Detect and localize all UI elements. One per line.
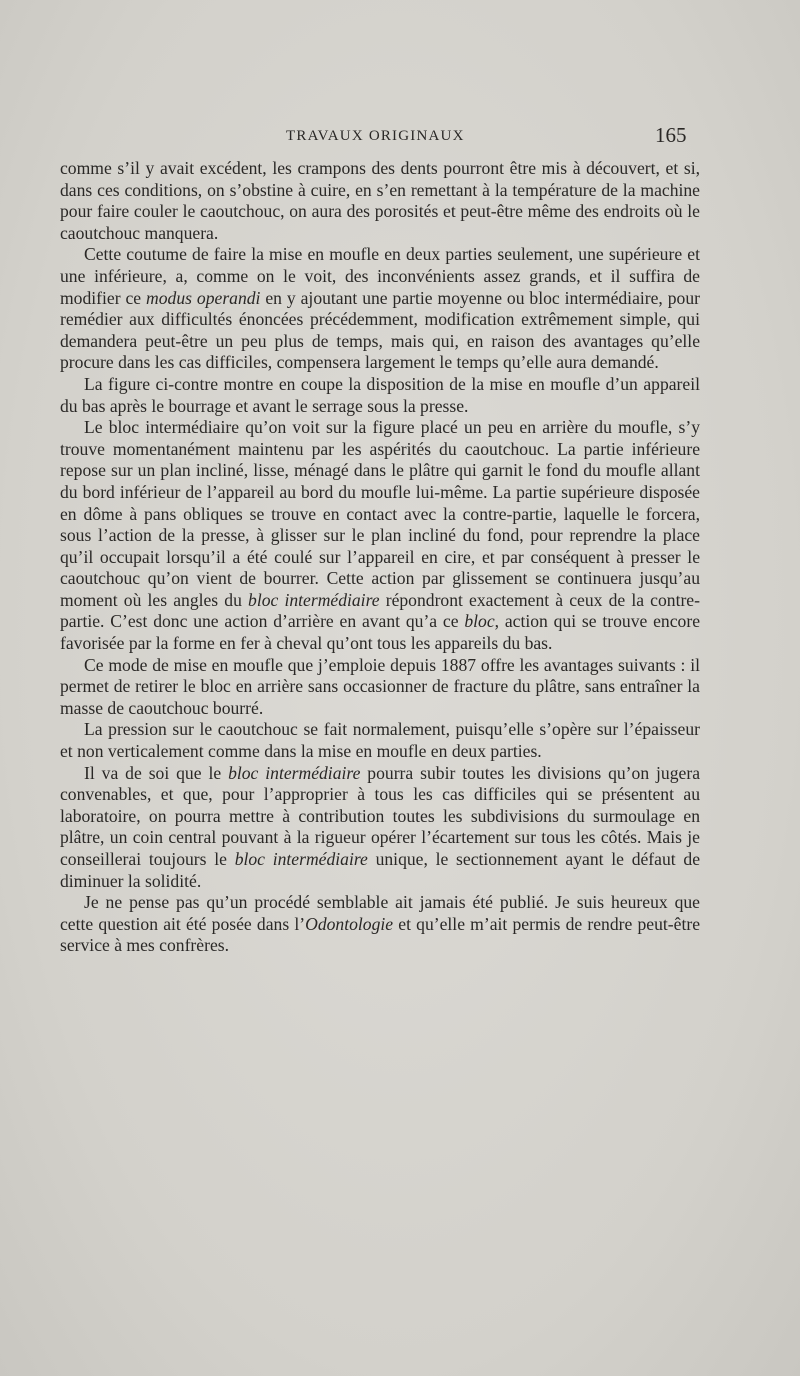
paragraph-6: La pression sur le caoutchouc se fait normalement, puisqu’elle s’opère sur l’épaisseur et non verticalement comme dans la mise en moufle en deux parties.	[60, 719, 700, 762]
page-number: 165	[655, 123, 687, 147]
paragraph-5: Ce mode de mise en moufle que j’emploie depuis 1887 offre les avantages suivants : il permet de retirer le bloc en arrière sans occasionner de fracture du plâtre, sans entraîner la masse de caoutchouc bourré.	[60, 654, 700, 718]
paragraph-7: Il va de soi que le bloc intermédiaire pourra subir toutes les divisions qu’on jugera convenables, et que, pour l’approprier à tous les cas difficiles qui se présentent au laboratoire, on pourra mettre à contribution toutes les subdivisions du surmoulage en plâtre, un coin central pouvant à la rigueur opérer l’écartement sur tous les côtés. Mais je conseillerai toujours le bloc intermédiaire unique, le sectionnement ayant le défaut de diminuer la solidité.	[60, 762, 700, 891]
paragraph-1: comme s’il y avait excédent, les crampons des dents pourront être mis à découvert, et si, dans ces conditions, on s’obstine à cuire, en s’en remettant à la température de la machine pour faire couler le caoutchouc, on aura des porosités et peut-être même des endroits où le caoutchouc manquera.	[60, 158, 700, 243]
running-title: TRAVAUX ORIGINAUX	[286, 128, 465, 144]
paragraph-8: Je ne pense pas qu’un procédé semblable ait jamais été publié. Je suis heureux que cette question ait été posée dans l’Odontologie et qu’elle m’ait permis de rendre peut-être service à mes confrères.	[60, 892, 701, 956]
paragraph-3: La figure ci-contre montre en coupe la disposition de la mise en moufle d’un appareil du bas après le bourrage et avant le serrage sous la presse.	[60, 373, 700, 416]
page-header	[0, 123, 800, 152]
body-text	[60, 158, 700, 957]
paragraph-2: Cette coutume de faire la mise en moufle en deux parties seulement, une supérieure et une inférieure, a, comme on le voit, des inconvénients assez grands, et il suffira de modifier ce modus operandi en y ajoutant une partie moyenne ou bloc intermédiaire, pour remédier aux difficultés énoncées précédemment, modification extrêmement simple, qui demandera peut-être un peu plus de temps, mais qui, en raison des avantages qu’elle procure dans les cas difficiles, compensera largement le temps qu’elle aura demandé.	[60, 244, 701, 373]
paragraph-4: Le bloc intermédiaire qu’on voit sur la figure placé un peu en arrière du moufle, s’y trouve momentanément maintenu par les aspérités du caoutchouc. La partie inférieure repose sur un plan incliné, lisse, ménagé dans le plâtre qui garnit le fond du moufle allant du bord inférieur de l’appareil au bord du moufle lui-même. La partie supérieure disposée en dôme à pans obliques se trouve en contact avec la contre-partie, laquelle le forcera, sous l’action de la presse, à glisser sur le plan incliné du fond, pour reprendre la place qu’il occupait lorsqu’il a été coulé sur l’appareil en cire, et par conséquent à presser le caoutchouc qu’on vient de bourrer. Cette action par glissement se continuera jusqu’au moment où les angles du bloc intermédiaire répondront exactement à ceux de la contre-partie. C’est donc une action d’arrière en avant qu’a ce bloc, action qui se trouve encore favorisée par la forme en fer à cheval qu’ont tous les appareils du bas.	[60, 417, 701, 654]
